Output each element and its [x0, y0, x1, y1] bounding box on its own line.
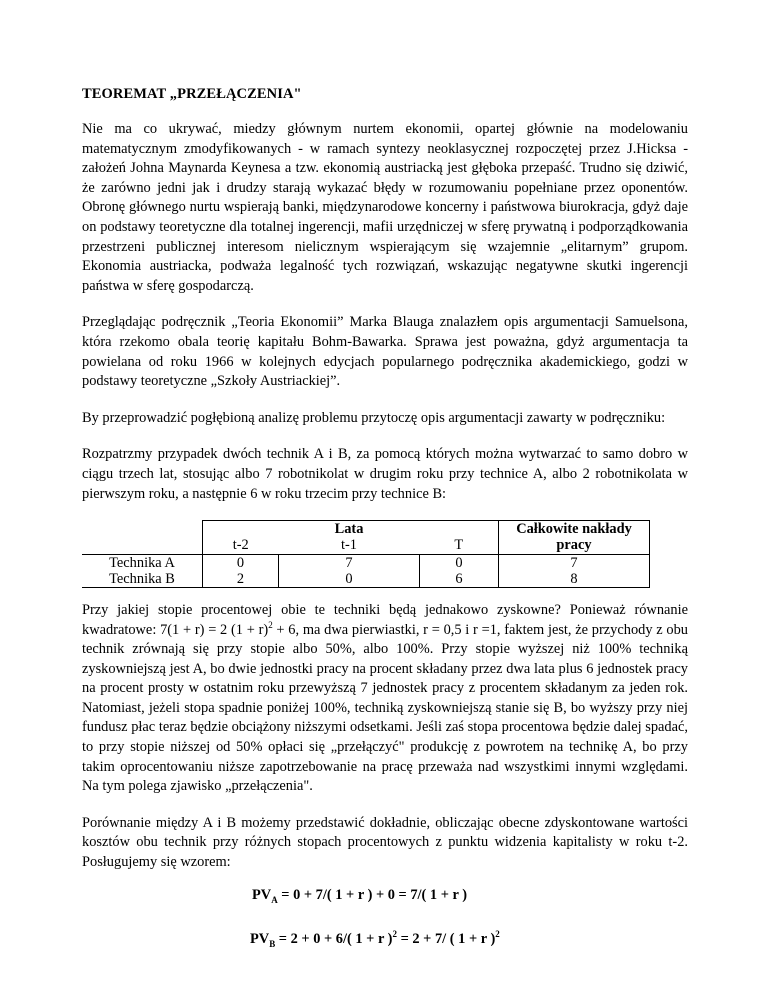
- cell-b-total: 8: [570, 570, 578, 587]
- table-header-row: [82, 521, 650, 554]
- col-header-total-2: pracy: [556, 537, 592, 554]
- cell-b-t1: 0: [345, 570, 353, 587]
- cell-a-t1: 7: [345, 554, 353, 571]
- techniques-table: [82, 520, 650, 588]
- formula-pv-b: $PV_B = 2 + 0 + 6/$( 1 + r )$^2$ = 2 + 7/ ( 1 + r )$^2$: [250, 928, 500, 949]
- row-label-b: Technika B: [109, 570, 175, 587]
- cell-a-t: 0: [455, 554, 463, 571]
- group-header-lata: Lata: [334, 521, 364, 538]
- table-row: [82, 571, 650, 588]
- table-row: [82, 554, 650, 571]
- paragraph-blaug: Przeglądając podręcznik „Teoria Ekonomii” Marka Blauga znalazłem opis argumentacji Samuelsona, która rzekomo obala teorię kapitału Bohm-Bawarka. Sprawa jest poważna, gdyż argumentacja ta powielana od roku 1966 w kolejnych edycjach popularnego podręcznika akademickiego, godzi w podstawy teoretyczne „Szkoły Austriackiej”.: [82, 314, 688, 390]
- cell-a-t2: 0: [236, 554, 245, 571]
- paragraph-switching: Przy jakiej stopie procentowej obie te techniki będą jednakowo zyskowne? Ponieważ równanie kwadratowe: 7(1 + r) = 2 $(1 + r)^2 + 6$, ma dwa pierwiastki, r = 0,5 i r =1, faktem jest, że przychody z obu technik zrównają się przy stopie albo 50%, albo 100%. Przy stopie wyższej niż 100% techniką zyskowniejszą jest A, bo dwie jednostki pracy na procent składany przez dwa lata plus 6 jednostek pracy na procent prosty w ostatnim roku przewyższą 7 jednostek pracy z procentem składanym za jeden rok. Natomiast, jeżeli stopa spadnie poniżej 100%, techniką zyskowniejszą stanie się B, bo wyższy przy niej fundusz płac teraz będzie obciążony niższymi odsetkami. Jeśli zaś stopa procentowa będzie dalej spadać, to przy stopie niższej od 50% opłaci się „przełączyć" produkcję z powrotem na technikę A, bo przy takim oprocentowaniu niższe zapotrzebowanie na pracę przeważa nad wszystkimi innymi względami. Na tym polega zjawisko „przełączenia".: [82, 601, 688, 795]
- cell-b-t2: 2: [236, 570, 245, 587]
- document-page: [82, 86, 688, 957]
- col-header-t: T: [454, 537, 464, 554]
- row-label-a: Technika A: [109, 554, 175, 571]
- formulas-block: [82, 887, 688, 957]
- paragraph-techniques: Rozpatrzmy przypadek dwóch technik A i B, za pomocą których można wytwarzać to samo dobro w ciągu trzech lat, stosując albo 7 robotnikolat w drugim roku przy technice A, albo 2 robotnikolata w pierwszym roku, a następnie 6 w roku trzecim przy technice B:: [82, 446, 688, 502]
- paragraph-comparison: Porównanie między A i B możemy przedstawić dokładnie, obliczając obecne zdyskontowane wartości kosztów obu technik przy różnych stopach procentowych z punktu widzenia kapitalisty w roku t-2. Posługujemy się wzorem:: [82, 814, 688, 871]
- document-title: TEOREMAT „PRZEŁĄCZENIA": [82, 86, 302, 102]
- col-header-total-1: Całkowite nakłady: [516, 521, 632, 538]
- paragraph-analysis: By przeprowadzić pogłębioną analizę problemu przytoczę opis argumentacji zawarty w podręczniku:: [82, 409, 666, 426]
- col-header-t2: t-2: [232, 537, 249, 554]
- col-header-t1: t-1: [341, 537, 357, 554]
- cell-a-total: 7: [570, 554, 578, 571]
- formula-pv-a: $PV_A = 0 + 7/$( 1 + r ) + 0 = 7/( 1 + r ): [252, 886, 468, 905]
- paragraph-intro: Nie ma co ukrywać, miedzy głównym nurtem ekonomii, opartej głównie na modelowaniu matematycznym zmodyfikowanych - w ramach syntezy neoklasycznej rozpoczętej przez J.Hicksa - założeń Johna Maynarda Keynesa a tzw. ekonomią austriacką jest głęboka przepaść. Trudno się dziwić, że zarówno jedni jak i drudzy starają wykazać błędy w rozumowaniu popełniane przez oponentów. Obronę głównego nurtu wspierają banki, międzynarodowe koncerny i państwowa biurokracja, gdyż daje on podstawy teoretyczne dla totalnej ingerencji, mafii urzędniczej w sferę prywatną i podporządkowania przestrzeni publicznej interesom nielicznym wspierającym się wzajemnie „elitarnym” grupom. Ekonomia austriacka, podważa legalność tych rozwiązań, wskazując negatywne skutki ingerencji państwa w sferę gospodarczą.: [82, 121, 688, 294]
- cell-b-t: 6: [455, 570, 463, 587]
